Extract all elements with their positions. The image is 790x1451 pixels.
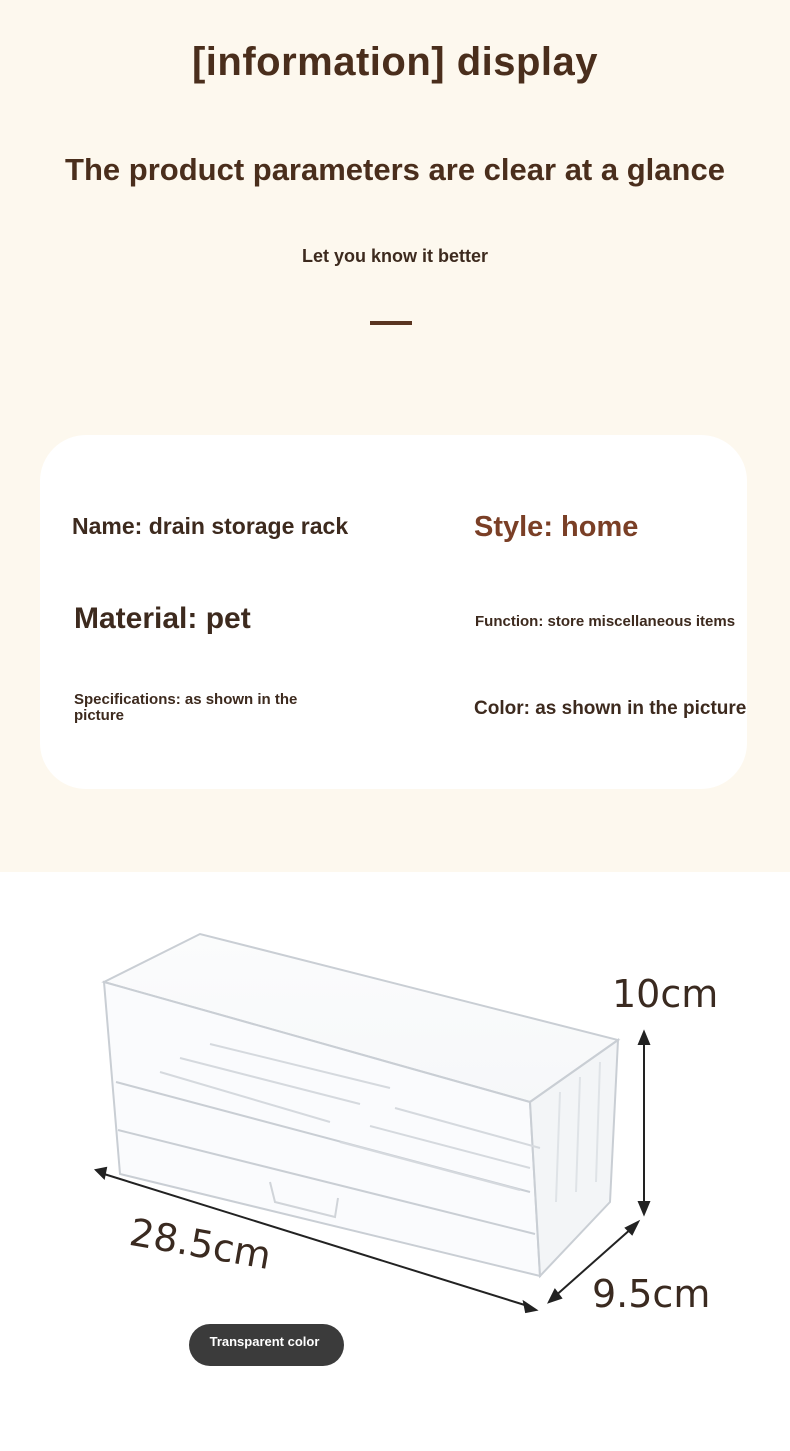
param-name: Name: drain storage rack [72,513,349,539]
param-color: Color: as shown in the picture [474,698,747,719]
page-subtitle: The product parameters are clear at a glance [65,152,725,187]
page-title: [information] display [191,40,599,84]
param-material: Material: pet [74,602,251,635]
dimension-width-label: 9.5cm [592,1272,711,1316]
param-specifications: Specifications: as shown in the picture [74,691,298,724]
color-badge: Transparent color [189,1324,344,1366]
dimension-height-label: 10cm [612,972,719,1016]
dimension-length-label: 28.5cm [126,1210,275,1279]
param-style: Style: home [474,511,639,543]
title-divider [370,321,412,325]
tagline: Let you know it better [301,246,488,266]
param-function: Function: store miscellaneous items [475,613,736,630]
product-image [0,872,790,1451]
